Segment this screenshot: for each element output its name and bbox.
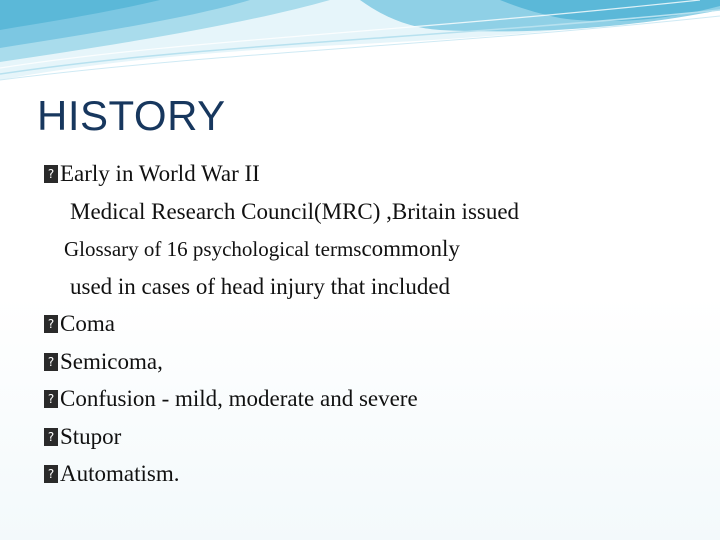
intro-line-3 — [44, 230, 684, 268]
list-item — [44, 305, 684, 343]
header-wave-decoration — [0, 0, 720, 90]
missing-glyph-icon — [44, 315, 58, 333]
bullet-text-confusion: Confusion - mild, moderate and severe — [60, 386, 418, 411]
intro-text-3b: commonly — [361, 236, 460, 261]
list-item — [44, 380, 684, 418]
intro-line-2 — [44, 193, 684, 231]
list-item — [44, 418, 684, 456]
bullet-text-stupor: Stupor — [60, 423, 122, 449]
intro-line-1 — [44, 155, 684, 193]
list-item — [44, 455, 684, 493]
missing-glyph-icon — [44, 353, 58, 371]
list-item — [44, 343, 684, 381]
intro-line-4 — [44, 268, 684, 306]
slide-body — [44, 155, 684, 493]
missing-glyph-icon — [44, 165, 58, 183]
intro-text-1: Early in World War II — [60, 161, 260, 186]
intro-text-4: used in cases of head injury that included — [70, 273, 451, 299]
intro-text-3a: Glossary of 16 psychological terms — [64, 237, 362, 261]
intro-text-2: Medical Research Council(MRC) ,Britain issued — [70, 198, 520, 224]
bullet-text-coma: Coma — [60, 311, 115, 336]
missing-glyph-icon — [44, 465, 58, 483]
missing-glyph-icon — [44, 428, 58, 446]
bullet-text-semicoma: Semicoma, — [60, 348, 163, 374]
missing-glyph-icon — [44, 390, 58, 408]
slide-title: HISTORY — [37, 92, 226, 139]
bullet-text-automatism: Automatism. — [60, 461, 180, 486]
